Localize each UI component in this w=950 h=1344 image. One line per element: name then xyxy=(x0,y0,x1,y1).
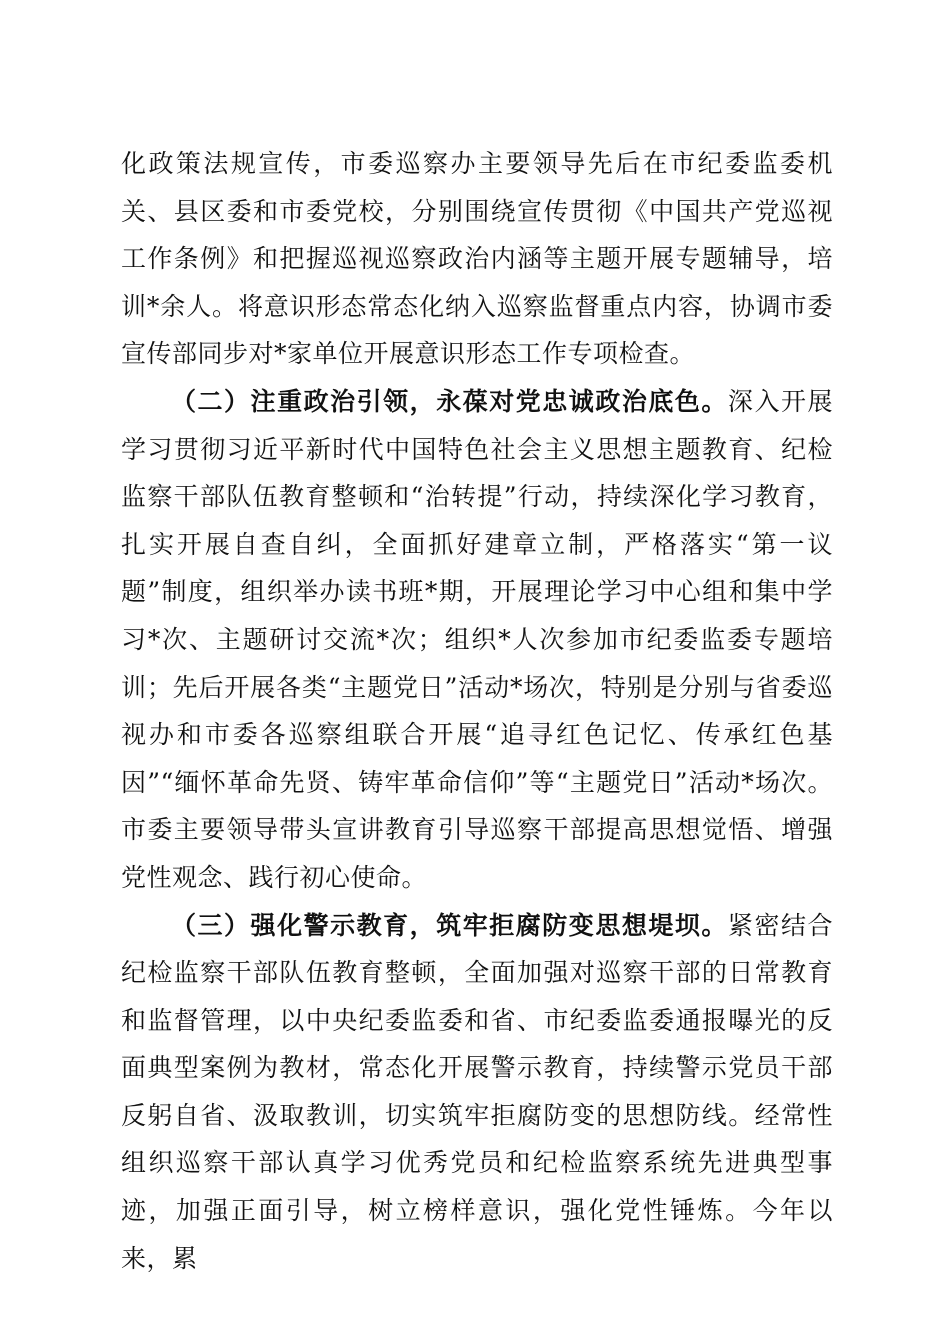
paragraph-political-guidance xyxy=(121,378,833,902)
document-body xyxy=(121,140,833,1282)
paragraph-text: 紧密结合纪检监察干部队伍教育整顿，全面加强对巡察干部的日常教育和监督管理，以中央纪委监委和省、市纪委监委通报曝光的反面典型案例为教材，常态化开展警示教育，持续警示党员干部反躬自省、汲取教训，切实筑牢拒腐防变的思想防线。经常性组织巡察干部认真学习优秀党员和纪检监察系统先进典型事迹，加强正面引导，树立榜样意识，强化党性锤炼。今年以来，累 xyxy=(121,910,833,1273)
section-heading-three: （三）强化警示教育，筑牢拒腐防变思想堤坝。 xyxy=(171,910,728,940)
paragraph-warning-education xyxy=(121,902,833,1283)
paragraph-text: 化政策法规宣传，市委巡察办主要领导先后在市纪委监委机关、县区委和市委党校，分别围绕宣传贯彻《中国共产党巡视工作条例》和把握巡视巡察政治内涵等主题开展专题辅导，培训*余人。将意识形态常态化纳入巡察监督重点内容，协调市委宣传部同步对*家单位开展意识形态工作专项检查。 xyxy=(121,149,833,369)
paragraph-text: 深入开展学习贯彻习近平新时代中国特色社会主义思想主题教育、纪检监察干部队伍教育整顿和“治转提”行动，持续深化学习教育，扎实开展自查自纠，全面抓好建章立制，严格落实“第一议题”制度，组织举办读书班*期，开展理论学习中心组和集中学习*次、主题研讨交流*次；组织*人次参加市纪委监委专题培训；先后开展各类“主题党日”活动*场次，特别是分别与省委巡视办和市委各巡察组联合开展“追寻红色记忆、传承红色基因”“缅怀革命先贤、铸牢革命信仰”等“主题党日”活动*场次。市委主要领导带头宣讲教育引导巡察干部提高思想觉悟、增强党性观念、践行初心使命。 xyxy=(121,386,833,892)
section-heading-two: （二）注重政治引领，永葆对党忠诚政治底色。 xyxy=(171,386,728,416)
paragraph-continuation xyxy=(121,140,833,378)
